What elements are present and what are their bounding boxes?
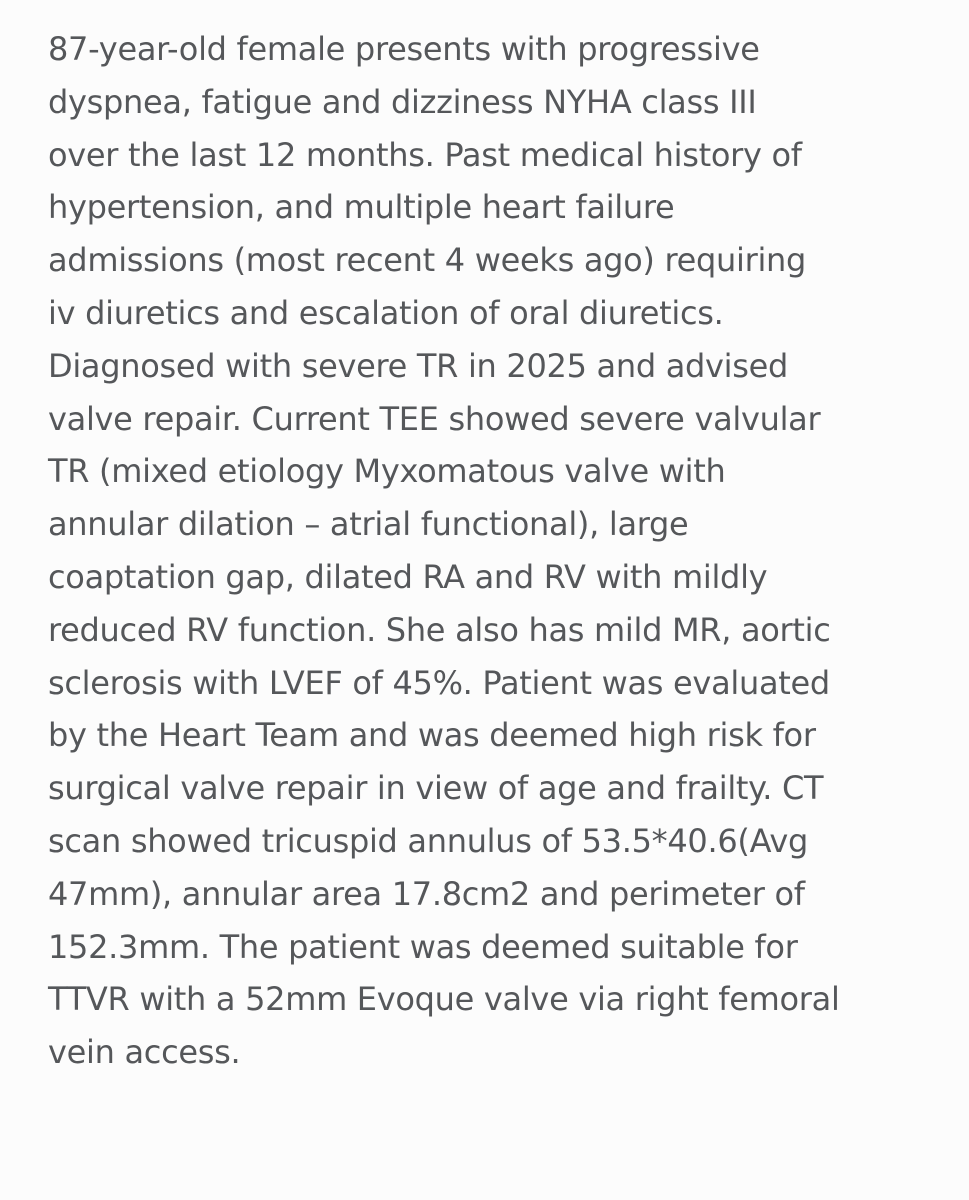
text-line: iv diuretics and escalation of oral diuretics. <box>48 293 724 332</box>
text-line: 152.3mm. The patient was deemed suitable for <box>48 927 798 966</box>
text-line: Diagnosed with severe TR in 2025 and advised <box>48 346 789 385</box>
text-line: TR (mixed etiology Myxomatous valve with <box>48 452 726 491</box>
text-line: dyspnea, fatigue and dizziness NYHA class III <box>48 82 757 121</box>
case-summary-paragraph <box>48 23 948 1079</box>
text-line: vein access. <box>48 1033 241 1072</box>
text-line: sclerosis with LVEF of 45%. Patient was evaluated <box>48 663 830 702</box>
text-line: valve repair. Current TEE showed severe valvular <box>48 399 821 438</box>
text-line: hypertension, and multiple heart failure <box>48 188 675 227</box>
text-line: over the last 12 months. Past medical history of <box>48 135 802 174</box>
text-line: surgical valve repair in view of age and frailty. CT <box>48 769 824 808</box>
text-line: reduced RV function. She also has mild MR, aortic <box>48 610 831 649</box>
text-line: scan showed tricuspid annulus of 53.5*40.6(Avg <box>48 821 808 860</box>
text-line: annular dilation – atrial functional), large <box>48 505 689 544</box>
text-line: coaptation gap, dilated RA and RV with mildly <box>48 557 768 596</box>
text-line: TTVR with a 52mm Evoque valve via right femoral <box>48 980 840 1019</box>
text-line: 87-year-old female presents with progressive <box>48 30 760 68</box>
text-line: by the Heart Team and was deemed high risk for <box>48 716 816 755</box>
text-line: admissions (most recent 4 weeks ago) requiring <box>48 241 807 280</box>
text-line: 47mm), annular area 17.8cm2 and perimeter of <box>48 874 805 913</box>
